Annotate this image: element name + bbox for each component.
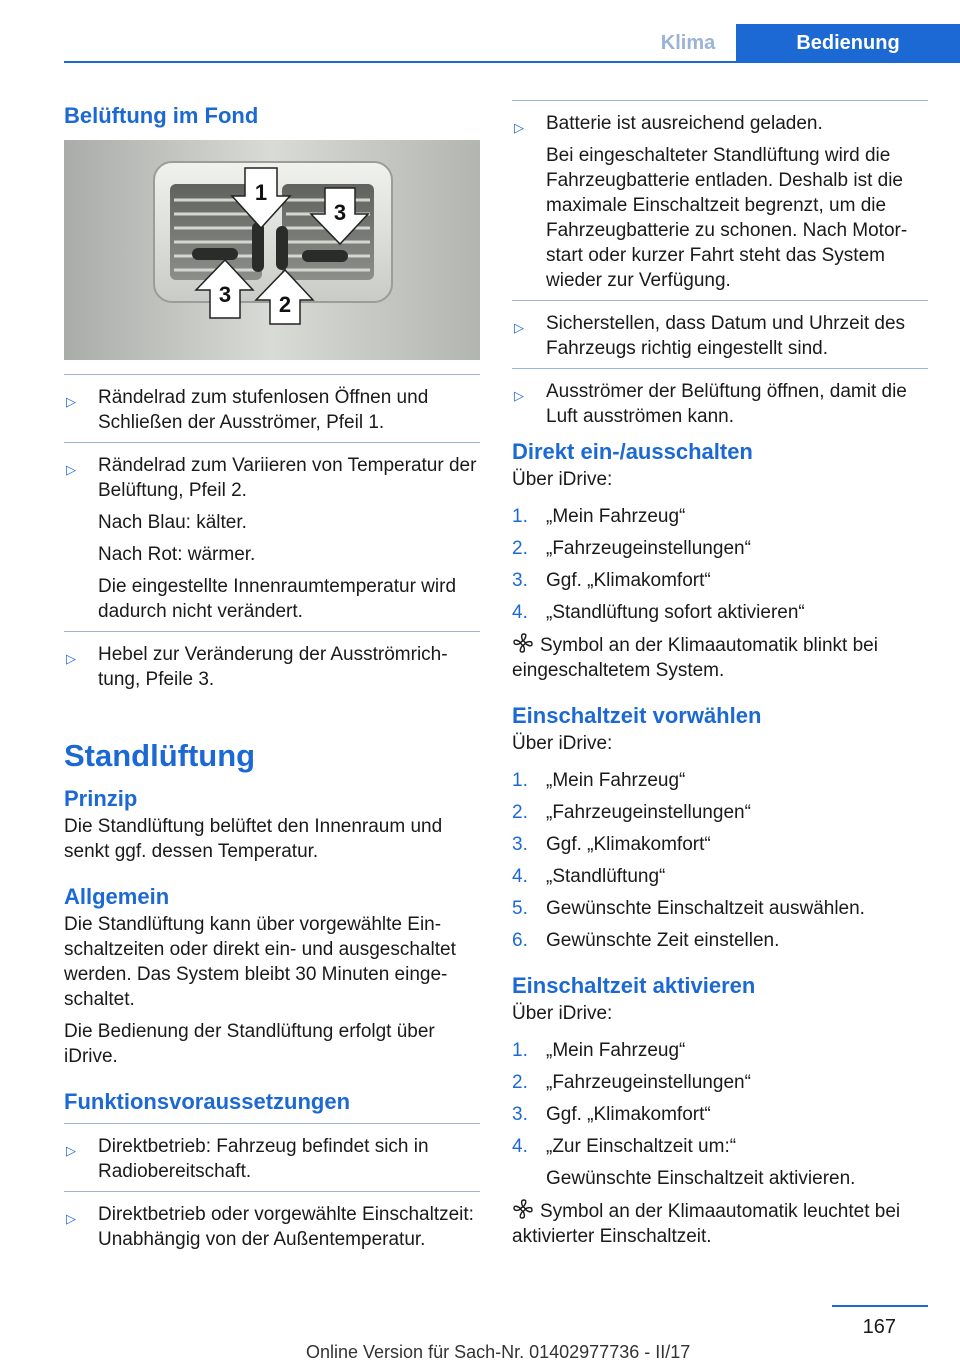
bullet-item <box>64 453 480 624</box>
bullet-text: Ausströmer der Belüftung öffnen, damit die Luft ausströmen kann. <box>546 381 907 427</box>
step-number: 4. <box>512 1136 528 1157</box>
step-number: 3. <box>512 1104 528 1125</box>
subheading-aktivieren: Einschaltzeit aktivieren <box>512 973 756 998</box>
step-item <box>512 568 928 593</box>
step-text: Ggf. „Klimakomfort“ <box>546 834 711 855</box>
figure-label-2: 2 <box>278 292 292 317</box>
step-text: Gewünschte Zeit einstellen. <box>546 930 780 951</box>
step-item <box>512 832 928 857</box>
bullet-text: Rändelrad zum Variieren von Temperatur der Belüftung, Pfeil 2. <box>98 455 477 501</box>
step-item <box>512 1134 928 1191</box>
step-text: „Fahrzeugeinstellungen“ <box>546 802 751 823</box>
aktivieren-steps-list <box>512 1038 928 1191</box>
step-item <box>512 1070 928 1095</box>
left-column <box>64 100 480 1259</box>
allgemein-text-2: Die Bedienung der Standlüftung erfolgt über iDrive. <box>64 1021 435 1067</box>
bullet-text: Die eingestellte Innenraumtemperatur wird dadurch nicht verändert. <box>98 576 457 622</box>
bullet-separator <box>64 631 480 632</box>
rear-vent-figure <box>64 140 480 360</box>
bullet-separator <box>64 1123 480 1124</box>
step-text: Gewünschte Einschaltzeit auswählen. <box>546 898 865 919</box>
bullet-text: Bei eingeschalteter Standlüftung wird die Fahrzeugbatterie entladen. Deshalb ist die maximale Einschaltzeit begrenzt, um die Fahrzeugbatterie zu schonen. Nach Motorstart oder kurzer Fahrt steht das System wieder zur Verfügung. <box>546 145 908 291</box>
bullet-text: Rändelrad zum stufenlosen Öffnen und Schließen der Ausströmer, Pfeil 1. <box>98 387 429 433</box>
fan-icon <box>512 632 534 654</box>
step-item <box>512 768 928 793</box>
subheading-funktionsvoraussetzungen: Funktionsvoraussetzungen <box>64 1089 351 1114</box>
step-item <box>512 1102 928 1127</box>
header-tab-bedienung[interactable]: Bedienung <box>736 24 960 62</box>
step-item <box>512 864 928 889</box>
step-text: „Zur Einschaltzeit um:“ <box>546 1136 737 1157</box>
aktivieren-note-text: Symbol an der Klimaautomatik leuchtet bei aktivierter Einschaltzeit. <box>512 1201 901 1247</box>
bullet-separator <box>512 300 928 301</box>
step-text: Gewünschte Einschaltzeit aktivieren. <box>546 1168 856 1189</box>
header-rule <box>64 61 960 63</box>
step-text: „Mein Fahrzeug“ <box>546 1040 686 1061</box>
bullet-item <box>512 379 928 429</box>
step-number: 1. <box>512 770 528 791</box>
triangle-right-icon: ▷ <box>514 320 524 335</box>
step-number: 3. <box>512 570 528 591</box>
bullet-separator <box>64 1191 480 1192</box>
section-title-belueftung: Belüftung im Fond <box>64 103 259 128</box>
bullet-item <box>64 1134 480 1184</box>
triangle-right-icon: ▷ <box>514 388 524 403</box>
header-tab-klima[interactable]: Klima <box>660 31 716 54</box>
step-item <box>512 928 928 953</box>
step-number: 6. <box>512 930 528 951</box>
step-text: „Mein Fahrzeug“ <box>546 506 686 527</box>
bullet-text: Sicherstellen, dass Datum und Uhrzeit des Fahrzeugs richtig eingestellt sind. <box>546 313 906 359</box>
bullet-separator <box>64 442 480 443</box>
footer-rule <box>832 1305 928 1307</box>
triangle-right-icon: ▷ <box>66 462 76 477</box>
bullet-separator <box>512 368 928 369</box>
step-item <box>512 1038 928 1063</box>
bullet-text: Batterie ist ausreichend geladen. <box>546 113 823 134</box>
bullet-item <box>64 642 480 692</box>
vorwaehlen-steps-list <box>512 768 928 953</box>
direkt-note <box>512 632 928 683</box>
prerequisite-bullet-list <box>64 1123 480 1252</box>
bullet-separator <box>512 100 928 101</box>
prinzip-text: Die Standlüftung belüftet den Innenraum und senkt ggf. dessen Temperatur. <box>64 816 443 862</box>
aktivieren-note <box>512 1198 928 1249</box>
bullet-text: Direktbetrieb: Fahrzeug befindet sich in Radiobereitschaft. <box>98 1136 429 1182</box>
subheading-prinzip: Prinzip <box>64 786 138 811</box>
step-number: 3. <box>512 834 528 855</box>
step-number: 2. <box>512 538 528 559</box>
step-text: Ggf. „Klimakomfort“ <box>546 570 711 591</box>
triangle-right-icon: ▷ <box>66 394 76 409</box>
fan-icon <box>512 1198 534 1220</box>
vent-bullet-list <box>64 374 480 692</box>
page-header <box>64 24 960 62</box>
subheading-direkt: Direkt ein-/ausschalten <box>512 439 753 464</box>
bullet-item <box>64 1202 480 1252</box>
step-item <box>512 896 928 921</box>
direkt-steps-list <box>512 504 928 625</box>
bullet-item <box>64 385 480 435</box>
direkt-intro: Über iDrive: <box>512 469 613 490</box>
bullet-item <box>512 111 928 293</box>
bullet-item <box>512 311 928 361</box>
step-number: 4. <box>512 866 528 887</box>
subheading-vorwaehlen: Einschaltzeit vorwählen <box>512 703 762 728</box>
step-item <box>512 536 928 561</box>
bullet-text: Nach Blau: kälter. <box>98 512 247 533</box>
allgemein-text-1: Die Standlüftung kann über vorgewählte Einschaltzeiten oder direkt ein- und ausgeschaltet werden. Das System bleibt 30 Minuten eingeschaltet. <box>64 914 456 1010</box>
step-text: Ggf. „Klimakomfort“ <box>546 1104 711 1125</box>
triangle-right-icon: ▷ <box>66 651 76 666</box>
vorwaehlen-intro: Über iDrive: <box>512 733 613 754</box>
step-number: 1. <box>512 506 528 527</box>
bullet-text: Direktbetrieb oder vorgewählte Einschaltzeit: Unabhängig von der Außentemperatur. <box>98 1204 474 1250</box>
step-number: 4. <box>512 602 528 623</box>
bullet-text: Hebel zur Veränderung der Ausströmrichtung, Pfeile 3. <box>98 644 448 690</box>
step-text: „Fahrzeugeinstellungen“ <box>546 538 751 559</box>
step-number: 1. <box>512 1040 528 1061</box>
triangle-right-icon: ▷ <box>514 120 524 135</box>
step-text: „Mein Fahrzeug“ <box>546 770 686 791</box>
bullet-text: Nach Rot: wärmer. <box>98 544 256 565</box>
step-number: 2. <box>512 1072 528 1093</box>
prerequisite-bullet-list-continued <box>512 100 928 429</box>
figure-label-3-bottom: 3 <box>218 282 232 307</box>
page-number: 167 <box>862 1316 896 1338</box>
aktivieren-intro: Über iDrive: <box>512 1003 613 1024</box>
triangle-right-icon: ▷ <box>66 1143 76 1158</box>
bullet-separator <box>64 374 480 375</box>
figure-label-1: 1 <box>254 180 268 205</box>
online-version-note: Online Version für Sach-Nr. 01402977736 - II/17 <box>306 1342 691 1362</box>
step-number: 2. <box>512 802 528 823</box>
step-text: „Standlüftung“ <box>546 866 666 887</box>
step-text: „Fahrzeugeinstellungen“ <box>546 1072 751 1093</box>
direkt-note-text: Symbol an der Klimaautomatik blinkt bei eingeschaltetem System. <box>512 635 878 681</box>
step-number: 5. <box>512 898 528 919</box>
right-column <box>512 100 928 1255</box>
chapter-title-standlueftung: Standlüftung <box>64 738 256 773</box>
figure-label-3-top: 3 <box>333 200 347 225</box>
step-item <box>512 800 928 825</box>
step-text: „Standlüftung sofort aktivieren“ <box>546 602 805 623</box>
subheading-allgemein: Allgemein <box>64 884 170 909</box>
triangle-right-icon: ▷ <box>66 1211 76 1226</box>
step-item <box>512 600 928 625</box>
step-item <box>512 504 928 529</box>
